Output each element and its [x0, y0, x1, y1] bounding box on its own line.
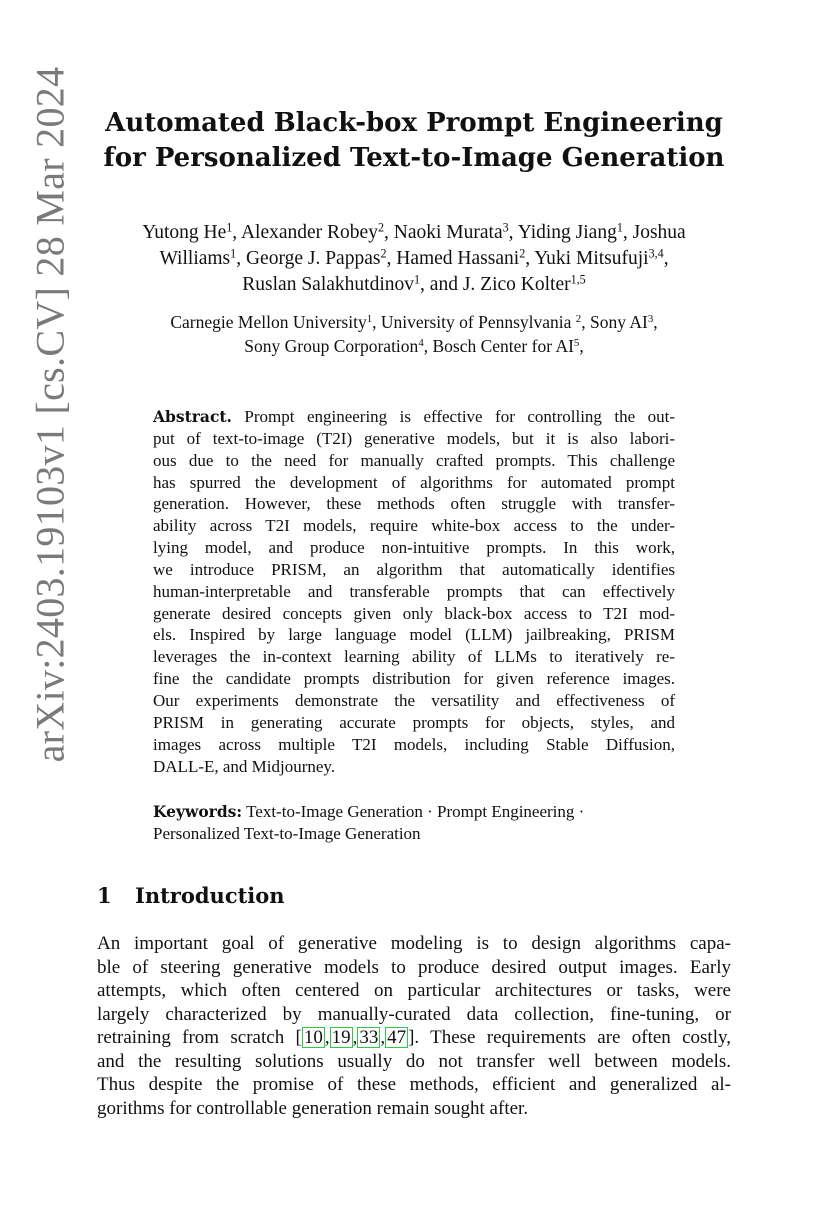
abstract-line: images across multiple T2I models, including Stable Diffusion,	[153, 734, 675, 754]
affiliation-mark: 1	[366, 313, 373, 326]
author-name: Alexander Robey	[240, 222, 378, 243]
abstract-line	[153, 406, 675, 428]
abstract-line: els. Inspired by large language model (LLM) jailbreaking, PRISM	[153, 625, 675, 645]
affiliation-sep: ,	[372, 312, 381, 332]
title-line-2: for Personalized Text-to-Image Generation	[103, 143, 725, 173]
author-sep: ,	[236, 248, 246, 269]
affiliation-name: Sony Group Corporation	[244, 336, 419, 356]
keywords-text: Text-to-Image Generation · Prompt Engineering ·	[246, 802, 585, 821]
intro-text: ]. These requirements are often costly,	[408, 1027, 731, 1048]
abstract-line: generate desired concepts given only black-box access to T2I mod-	[153, 603, 675, 623]
abstract-line: ous due to the need for manually crafted prompts. This challenge	[153, 450, 675, 470]
author-sep: ,	[525, 248, 535, 269]
author-line-3	[80, 272, 748, 298]
citation-link[interactable]: 19	[331, 1027, 351, 1048]
author-affil-mark: 1	[616, 220, 623, 235]
affiliation-mark: 5	[573, 337, 580, 350]
author-sep: ,	[386, 248, 397, 269]
section-title: Introduction	[135, 883, 285, 908]
intro-line: attempts, which often centered on particular architectures or tasks, were	[97, 980, 731, 1001]
keywords-line-2: Personalized Text-to-Image Generation	[153, 824, 421, 843]
author-line-1	[80, 220, 748, 246]
author-affil-mark: 2	[380, 246, 387, 261]
author-sep: ,	[508, 222, 518, 243]
affiliation-sep: ,	[579, 336, 584, 356]
section-heading	[97, 882, 731, 910]
keywords	[153, 801, 675, 845]
affiliation-line-1	[80, 310, 748, 334]
author-list	[80, 220, 748, 298]
keywords-label: Keywords:	[153, 802, 243, 821]
author-name: Yutong He	[142, 222, 227, 243]
author-sep: ,	[232, 222, 241, 243]
intro-line: An important goal of generative modeling is to design algorithms capa-	[97, 933, 731, 954]
abstract-first-line: Prompt engineering is effective for controlling the out-	[244, 407, 675, 426]
citation-link[interactable]: 10	[303, 1027, 323, 1048]
abstract-line: put of text-to-image (T2I) generative models, but it is also labori-	[153, 428, 675, 448]
keywords-line-1	[153, 801, 675, 823]
intro-paragraph	[97, 932, 731, 1120]
intro-line: ble of steering generative models to produce desired output images. Early	[97, 956, 731, 978]
affiliation-list	[80, 310, 748, 358]
author-affil-mark: 2	[377, 220, 385, 235]
section-number: 1	[97, 883, 112, 908]
author-affil-mark: 3	[502, 220, 509, 235]
affiliation-sep: ,	[581, 312, 590, 332]
intro-line: Thus despite the promise of these methods, efficient and generalized al-	[97, 1074, 731, 1095]
abstract-line: PRISM in generating accurate prompts for objects, styles, and	[153, 712, 675, 732]
author-affil-mark: 1	[230, 246, 237, 261]
abstract-line: lying model, and produce non-intuitive prompts. In this work,	[153, 538, 675, 558]
author-affil-mark: 3,4	[648, 246, 664, 261]
intro-line: and the resulting solutions usually do not transfer well between models.	[97, 1050, 731, 1072]
author-affil-mark: 1,5	[570, 272, 586, 287]
abstract-label: Abstract.	[153, 407, 232, 426]
arxiv-identifier-text: arXiv:2403.19103v1 [cs.CV] 28 Mar 2024	[27, 66, 73, 762]
intro-line: gorithms for controllable generation remain sought after.	[97, 1097, 529, 1119]
paper-title	[80, 106, 748, 176]
author-sep: , Joshua	[622, 222, 686, 243]
affiliation-name: Bosch Center for AI	[432, 336, 574, 356]
intro-text: retraining from scratch [	[97, 1027, 302, 1048]
affiliation-line-2	[80, 334, 748, 358]
author-name: Ruslan Salakhutdinov	[242, 274, 414, 295]
author-name: Naoki Murata	[393, 222, 503, 243]
citation-link[interactable]: 47	[387, 1027, 407, 1048]
abstract-line: has spurred the development of algorithms for automated prompt	[153, 472, 675, 492]
affiliation-mark: 3	[647, 313, 654, 326]
author-sep: ,	[384, 222, 394, 243]
arxiv-identifier	[20, 60, 80, 768]
author-affil-mark: 2	[519, 246, 526, 261]
abstract-line: Our experiments demonstrate the versatility and effectiveness of	[153, 690, 675, 710]
affiliation-sep: ,	[653, 312, 658, 332]
abstract-line: human-interpretable and transferable prompts that can effectively	[153, 581, 675, 601]
abstract-line: generation. However, these methods often struggle with transfer-	[153, 494, 675, 514]
affiliation-name: Sony AI	[589, 312, 648, 332]
author-name: George J. Pappas	[245, 248, 381, 269]
author-sep: , and	[420, 274, 463, 295]
affiliation-mark: 4	[418, 337, 424, 350]
author-sep: ,	[663, 248, 669, 269]
affiliation-name: University of Pennsylvania	[380, 312, 576, 332]
abstract-line: fine the candidate prompts distribution for given reference images.	[153, 669, 675, 689]
affiliation-name: Carnegie Mellon University	[170, 312, 367, 332]
abstract-line: DALL-E, and Midjourney.	[153, 756, 336, 776]
abstract	[153, 406, 675, 777]
author-name: J. Zico Kolter	[462, 274, 571, 295]
author-name: Williams	[159, 248, 231, 269]
author-line-2	[80, 246, 748, 272]
abstract-line: ability across T2I models, require white-box access to the under-	[153, 516, 675, 536]
abstract-line: we introduce PRISM, an algorithm that automatically identifies	[153, 559, 675, 579]
title-line-1: Automated Black-box Prompt Engineering	[105, 108, 723, 138]
intro-line-with-citations: retraining from scratch [ 10 , 19 , 33 , 47 ]. These requirements are often costly,	[97, 1027, 731, 1048]
author-name: Yuki Mitsufuji	[534, 248, 649, 269]
citation-link[interactable]: 33	[359, 1027, 379, 1048]
intro-line: largely characterized by manually-curated data collection, fine-tuning, or	[97, 1003, 731, 1025]
author-name: Yiding Jiang	[517, 222, 617, 243]
abstract-line: leverages the in-context learning ability of LLMs to iteratively re-	[153, 647, 675, 667]
affiliation-mark: 2	[575, 313, 582, 326]
author-affil-mark: 1	[414, 272, 421, 287]
author-affil-mark: 1	[226, 220, 233, 235]
affiliation-sep: ,	[423, 336, 433, 356]
author-name: Hamed Hassani	[396, 248, 520, 269]
